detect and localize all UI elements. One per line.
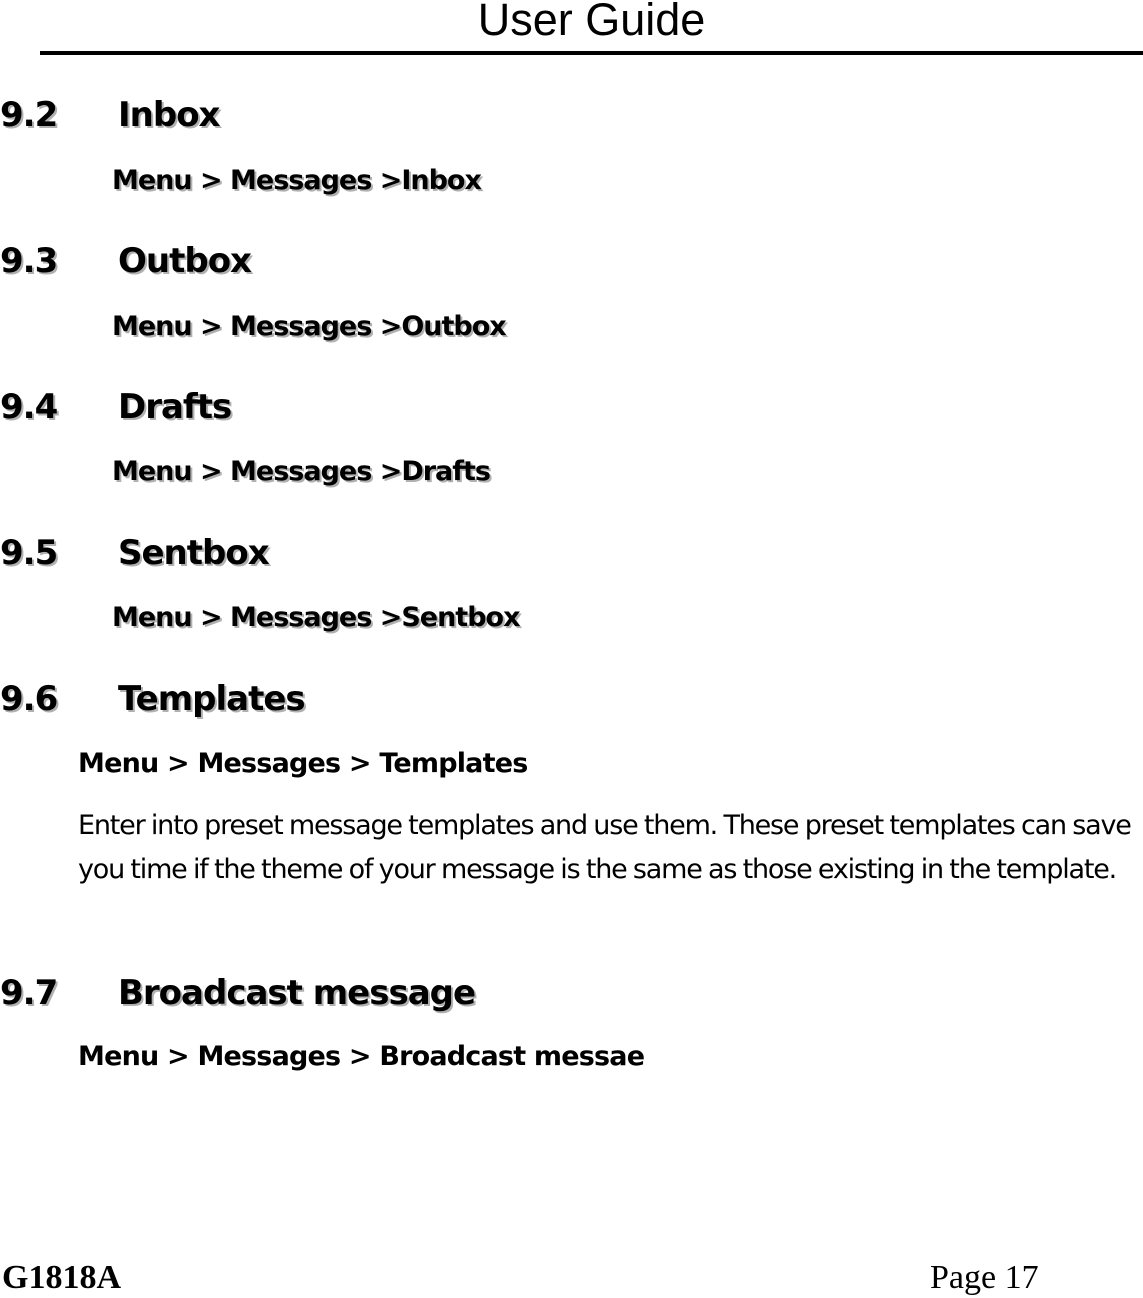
header-divider — [40, 51, 1143, 55]
menu-path: Menu > Messages >Inbox — [112, 165, 481, 196]
section-description: Enter into preset message templates and use them. These preset templates can save you time if the theme of your message is the same as those existing in the template. — [78, 810, 1131, 885]
section-title: Drafts — [118, 387, 232, 427]
document-title: User Guide — [477, 0, 706, 45]
section-number: 9.7 — [0, 973, 58, 1013]
section-number: 9.6 — [0, 679, 58, 719]
menu-path: Menu > Messages >Drafts — [112, 456, 490, 487]
section-title: Sentbox — [118, 533, 269, 573]
menu-path: Menu > Messages >Outbox — [112, 311, 506, 342]
menu-path: Menu > Messages > Templates — [78, 748, 528, 779]
footer-page-number: Page 17 — [930, 1259, 1039, 1296]
section-title: Inbox — [118, 95, 220, 135]
section-number: 9.5 — [0, 533, 58, 573]
section-title: Templates — [118, 679, 305, 719]
section-title: Outbox — [118, 241, 251, 281]
menu-path: Menu > Messages >Sentbox — [112, 602, 520, 633]
section-number: 9.2 — [0, 95, 58, 135]
menu-path: Menu > Messages > Broadcast messae — [78, 1041, 645, 1072]
section-number: 9.4 — [0, 387, 58, 427]
section-number: 9.3 — [0, 241, 58, 281]
section-title: Broadcast message — [118, 973, 476, 1013]
footer-model-number: G1818A — [2, 1259, 121, 1296]
